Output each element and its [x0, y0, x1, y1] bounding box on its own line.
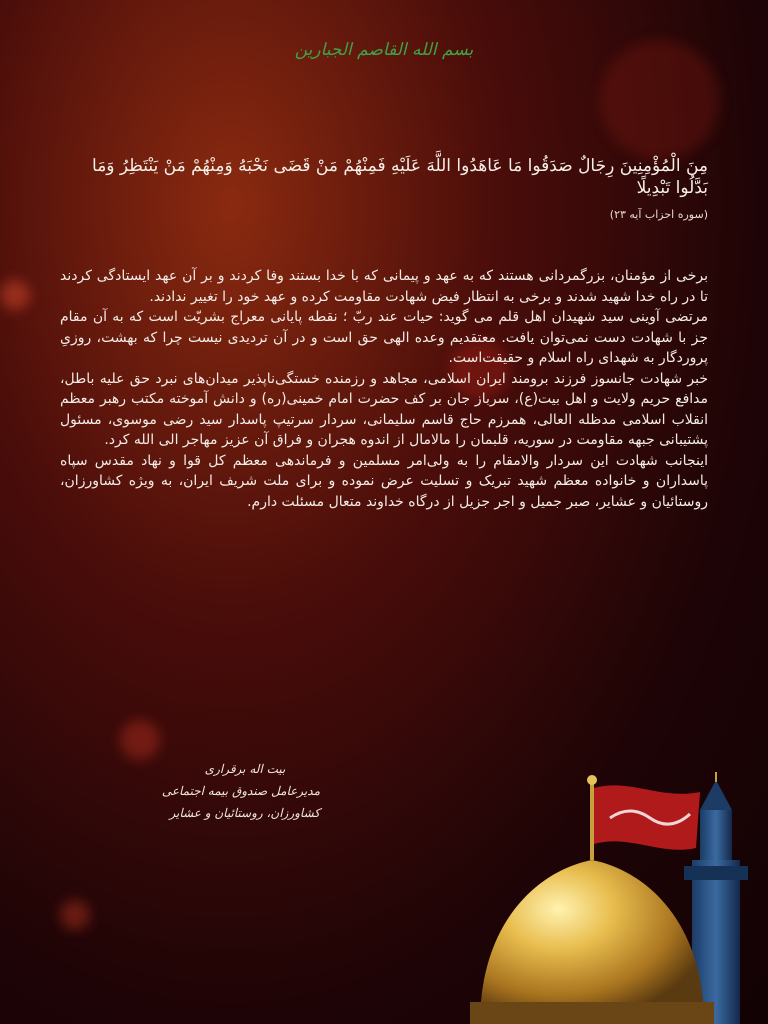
paragraph: خبر شهادت جانسوز فرزند برومند ایران اسلامی، مجاهد و رزمنده خستگی‌ناپذیر میدان‌های نبرد حق علیه باطل، مدافع حریم ولایت و اهل بیت(ع)، سرباز جان بر کف حضرت امام خمینی(ره) و دانش آموخته مکتب رهبر معظم انقلاب اسلامی مدظله العالی، همرزم حاج قاسم سلیمانی، سردار سرتیپ پاسدار سید رضی موسوی، مسئول پشتیبانی جبهه مقاومت در سوریه، قلبمان را مالامال از اندوه هجران و فراق آن عزیز مهاجر الی الله کرد. [60, 370, 708, 448]
shrine-dome-icon [460, 770, 768, 1024]
bokeh-light [120, 720, 160, 760]
condolence-message [60, 266, 708, 512]
basmala-header: بسم الله القاصم الجبارین [294, 40, 474, 60]
signature-name: بیت اله برقراری [204, 762, 286, 776]
quran-verse: مِنَ الْمُؤْمِنِينَ رِجَالٌ صَدَقُوا مَا عَاهَدُوا اللَّهَ عَلَيْهِ فَمِنْهُمْ مَنْ قَضَى نَحْبَهُ وَمِنْهُمْ مَنْ يَنْتَظِرُ وَمَا بَدَّلُوا تَبْدِيلًا [92, 156, 708, 198]
verse-reference: (سوره احزاب آیه ۲۳) [609, 208, 708, 221]
paragraph: مرتضی آوینی سید شهیدان اهل قلم می گوید: حیات عند ربّ ؛ نقطه پایانی معراج بشریّت است که به آن مقام جز با شهادت دست نمی‌توان یافت. معتقدیم وعده الهی حق است و در آن تردیدی نیست چرا که بهشت، روزیِ پروردگار به شهدای راه اسلام و حقیقت‌است. [60, 309, 708, 366]
paragraph: اینجانب شهادت این سردار والامقام را به ولی‌امر مسلمین و فرماندهی معظم کل قوا و نهاد مقدس سپاه پاسداران و خانواده معظم شهید تبریک و تسلیت عرض نموده و برای ملت شریف ایران، به ویژه کشاورزان، روستائیان و عشایر، صبر جمیل و اجر جزیل از درگاه خداوند متعال مسئلت دارم. [60, 452, 708, 510]
paragraph: برخی از مؤمنان، بزرگمردانی هستند که به عهد و پیمانی که با خدا بستند وفا کردند و بر آن عهد ایستادگی کردند تا در راه خدا شهید شدند و برخی به انتظار فیض شهادت مقاومت کرده و عهد خود را تغییر ندادند. [60, 268, 708, 305]
bokeh-light [60, 900, 90, 930]
signature-block [161, 758, 320, 824]
signature-org: کشاورزان، روستائیان و عشایر [169, 806, 320, 820]
signature-title: مدیرعامل صندوق بیمه اجتماعی [161, 784, 320, 798]
bokeh-light [0, 280, 30, 310]
